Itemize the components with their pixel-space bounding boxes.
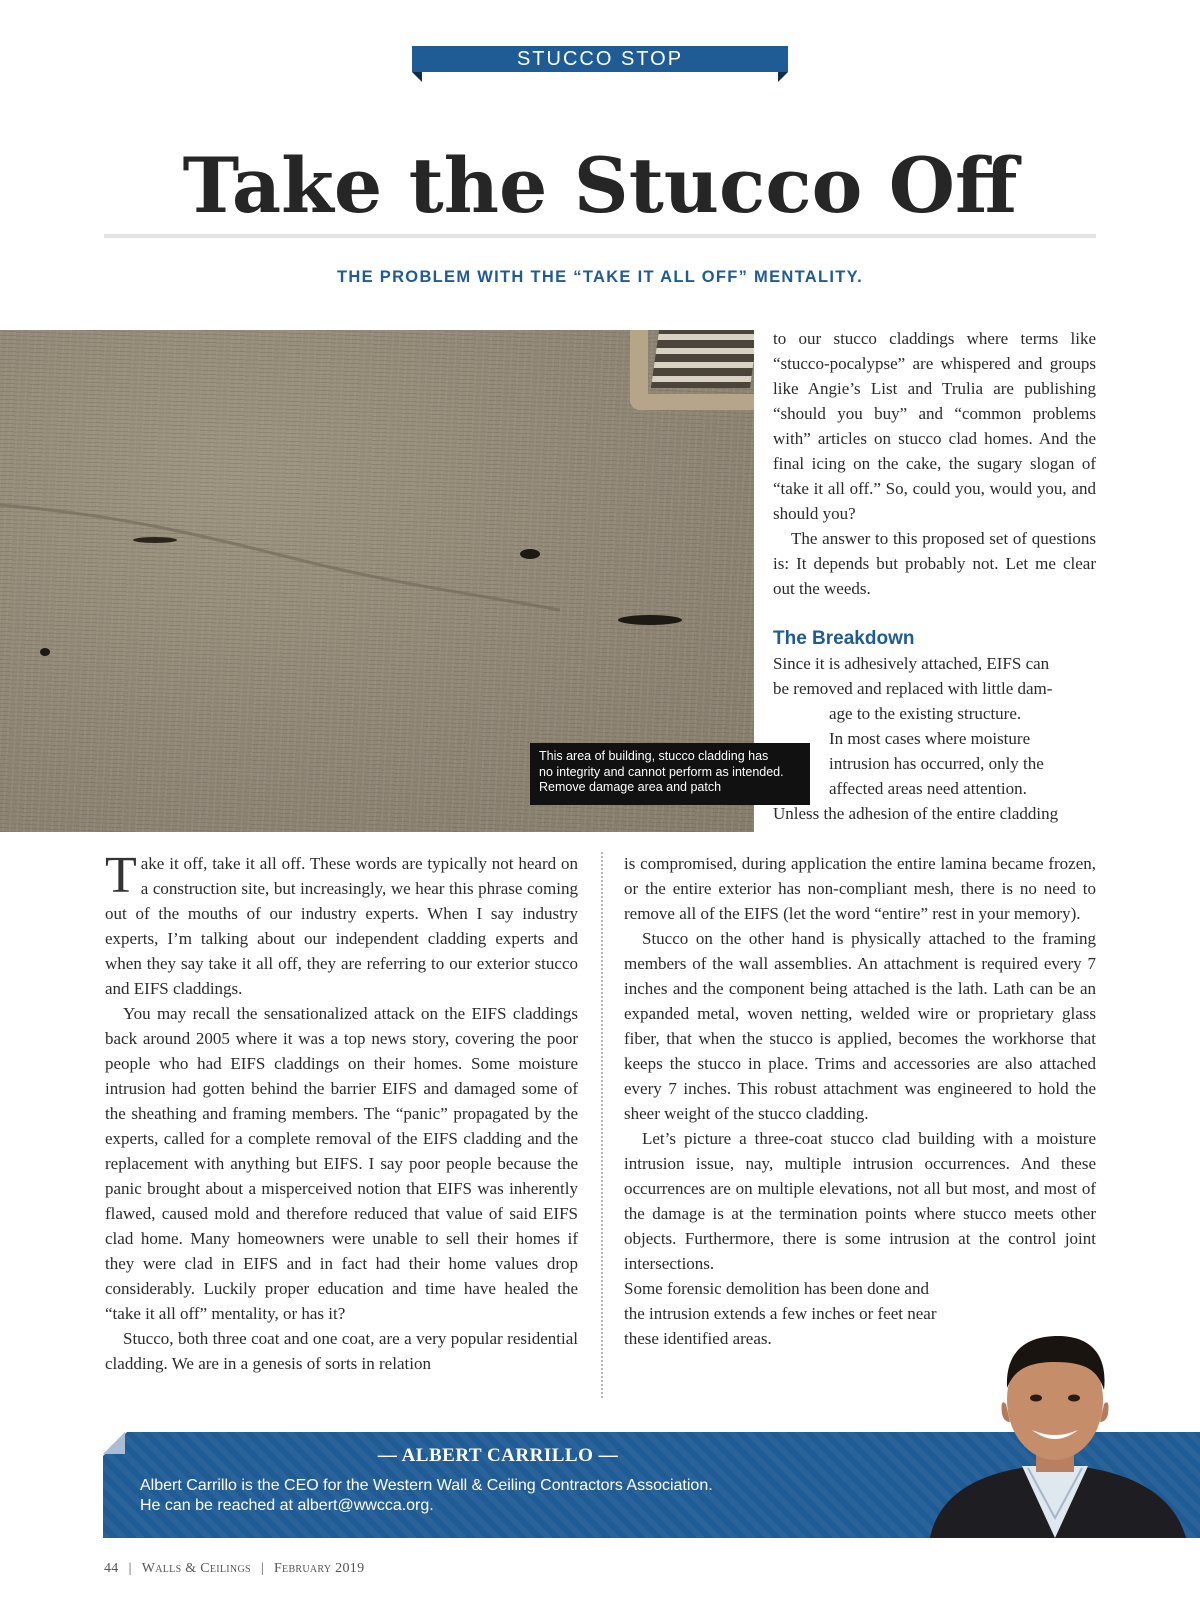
body-paragraph: to our stucco claddings where terms like “stucco-pocalypse” are whispered and groups like Angie’s List and Trulia are publishing “should you buy” and “common problems with” articles on stucco clad homes. And the final icing on the cake, the sugary slogan of “take it all off.” So, could you, would you, and should you? [773, 329, 1096, 523]
body-line: Unless the adhesion of the entire cladding [773, 804, 1059, 823]
footer-separator: | [128, 1561, 132, 1576]
author-bio-text [140, 1476, 900, 1516]
section-heading: The Breakdown [773, 628, 915, 649]
caption-line: no integrity and cannot perform as intended. [539, 764, 784, 779]
author-portrait [910, 1318, 1200, 1538]
body-line: be removed and replaced with little dam- [773, 679, 1053, 698]
article-title: Take the Stucco Off [182, 141, 1018, 230]
body-line: In most cases where moisture [829, 729, 1031, 748]
body-line: Since it is adhesively attached, EIFS can [773, 654, 1050, 673]
drop-cap: T [105, 847, 137, 904]
left-column [105, 847, 578, 1376]
magazine-name: Walls & Ceilings [141, 1561, 251, 1576]
ribbon-fold-right [778, 72, 788, 82]
caption-line: This area of building, stucco cladding has [539, 749, 769, 763]
page-footer [104, 1561, 364, 1577]
issue-date: February 2019 [273, 1561, 365, 1576]
footer-separator: | [260, 1561, 264, 1576]
body-line: affected areas need attention. [829, 779, 1027, 798]
section-ribbon [412, 46, 788, 72]
body-paragraph: Stucco, both three coat and one coat, are a very popular residential cladding. We are in a genesis of sorts in relation [105, 1329, 578, 1373]
crack-mark [40, 648, 50, 656]
photo-caption [530, 743, 810, 805]
crack-mark [520, 549, 540, 559]
body-paragraph: Let’s picture a three-coat stucco clad building with a moisture intrusion issue, nay, multiple intrusion occurrences. And these occurrences are on multiple elevations, not all but most, and most of the damage is at the termination points where stucco meets other objects. Furthermore, there is some intrusion at the control joint intersections. [624, 1129, 1096, 1273]
right-column-upper [773, 326, 1096, 826]
body-line: intrusion has occurred, only the [829, 754, 1044, 773]
article-subtitle: THE PROBLEM WITH THE “TAKE IT ALL OFF” MENTALITY. [337, 268, 863, 286]
bio-line: Albert Carrillo is the CEO for the Western Wall & Ceiling Contractors Association. [140, 1477, 713, 1494]
column-divider [601, 852, 603, 1398]
body-line: age to the existing structure. [829, 704, 1022, 723]
bio-line: He can be reached at albert@wwcca.org. [140, 1497, 434, 1514]
body-text: ake it off, take it all off. These words are typically not heard on a construction site, but increasingly, we hear this phrase coming out of the mouths of our industry experts. When I say industry experts, I’m talking about our independent cladding experts and when they say take it all off, they are referring to our exterior stucco and EIFS claddings. [105, 854, 578, 998]
body-paragraph: You may recall the sensationalized attack on the EIFS claddings back around 2005 where it was a top news story, covering the poor people who had EIFS claddings on their homes. Some moisture intrusion had gotten behind the barrier EIFS and damaged some of the sheathing and framing members. The “panic” propagated by the experts, called for a complete removal of the EIFS cladding and the replacement with anything but EIFS. I say poor people because the panic brought about a misperceived notion that EIFS was inherently flawed, caused mold and therefore reduced that value of said EIFS clad home. Many homeowners were unable to sell their homes if they were clad in EIFS and in fact had their home values drop considerably. Luckily proper education and time have healed the “take it all off” mentality, or has it? [105, 1004, 578, 1323]
author-name: — ALBERT CARRILLO — [377, 1445, 619, 1466]
crack-mark [618, 615, 682, 625]
section-label: STUCCO STOP [516, 48, 684, 70]
body-paragraph: is compromised, during application the entire lamina became frozen, or the entire exterior has non-compliant mesh, there is no need to remove all of the EIFS (let the word “entire” rest in your memory). [624, 854, 1096, 923]
body-paragraph [105, 847, 578, 1001]
portrait-illustration [910, 1318, 1200, 1538]
page-number: 44 [104, 1561, 119, 1576]
caption-line: Remove damage area and patch [539, 780, 722, 794]
right-column-lower [624, 851, 1096, 1351]
body-line: Some forensic demolition has been done and [624, 1279, 929, 1298]
ribbon-fold-left [412, 72, 422, 82]
body-line: these identified areas. [624, 1329, 772, 1348]
crack-mark [133, 537, 177, 543]
body-paragraph: The answer to this proposed set of questions is: It depends but probably not. Let me clear out the weeds. [773, 529, 1096, 598]
title-divider [104, 234, 1096, 238]
vent-trim [630, 330, 754, 410]
body-line: the intrusion extends a few inches or feet near [624, 1304, 937, 1323]
body-paragraph: Stucco on the other hand is physically attached to the framing members of the wall assemblies. An attachment is required every 7 inches and the component being attached is the lath. Lath can be an expanded metal, woven netting, welded wire or proprietary glass fiber, that when the stucco is applied, becomes the workhorse that keeps the stucco in place. Trims and accessories are also attached every 7 inches. This robust attachment was engineered to hold the sheer weight of the stucco cladding. [624, 929, 1096, 1123]
